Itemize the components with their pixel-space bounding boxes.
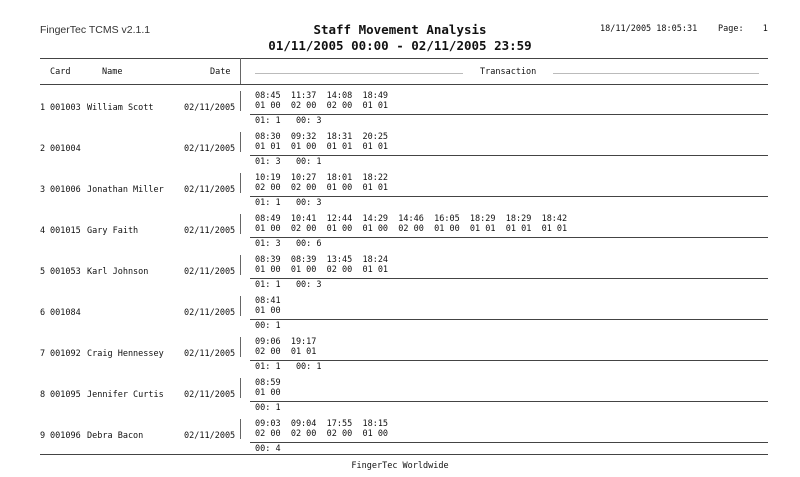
row-summary-rule — [250, 196, 768, 197]
row-times: 08:49 10:41 12:44 14:29 14:46 16:05 18:29 18:29 18:42 — [255, 214, 568, 224]
row-summary-rule — [250, 155, 768, 156]
row-status-codes: 01 00 — [255, 388, 281, 398]
row-times: 08:45 11:37 14:08 18:49 — [255, 91, 389, 101]
row-card: 001006 — [50, 185, 81, 195]
row-column-divider — [240, 337, 241, 357]
row-status-codes: 02 00 02 00 01 00 01 01 — [255, 183, 389, 193]
row-summary-rule — [250, 237, 768, 238]
column-header-card: Card — [50, 67, 71, 77]
row-times: 08:41 — [255, 296, 281, 306]
row-column-divider — [240, 419, 241, 439]
row-summary-rule — [250, 114, 768, 115]
row-summary: 01: 1 00: 3 — [255, 116, 322, 126]
row-date: 02/11/2005 — [184, 226, 236, 236]
row-name: Gary Faith — [87, 226, 139, 236]
report-period: 01/11/2005 00:00 - 02/11/2005 23:59 — [268, 38, 532, 53]
row-date: 02/11/2005 — [184, 431, 236, 441]
row-status-codes: 01 01 01 00 01 01 01 01 — [255, 142, 389, 152]
row-number: 3 — [40, 185, 46, 195]
row-number: 7 — [40, 349, 46, 359]
row-times: 08:59 — [255, 378, 281, 388]
header-top-rule — [40, 58, 768, 59]
row-status-codes: 02 00 02 00 02 00 01 00 — [255, 429, 389, 439]
row-date: 02/11/2005 — [184, 308, 236, 318]
row-column-divider — [240, 296, 241, 316]
row-date: 02/11/2005 — [184, 390, 236, 400]
row-name: Jonathan Miller — [87, 185, 164, 195]
row-number: 5 — [40, 267, 46, 277]
row-summary: 00: 4 — [255, 444, 281, 454]
print-timestamp: 18/11/2005 18:05:31 — [600, 24, 698, 34]
row-column-divider — [240, 378, 241, 398]
row-summary: 01: 1 00: 3 — [255, 280, 322, 290]
header-bottom-rule — [40, 84, 768, 85]
row-summary-rule — [250, 401, 768, 402]
row-summary: 01: 1 00: 3 — [255, 198, 322, 208]
row-times: 09:06 19:17 — [255, 337, 317, 347]
row-column-divider — [240, 255, 241, 275]
row-date: 02/11/2005 — [184, 267, 236, 277]
row-summary: 01: 1 00: 1 — [255, 362, 322, 372]
row-number: 6 — [40, 308, 46, 318]
row-number: 9 — [40, 431, 46, 441]
header-column-divider — [240, 58, 241, 84]
row-card: 001015 — [50, 226, 81, 236]
row-column-divider — [240, 214, 241, 234]
row-summary-rule — [250, 442, 768, 443]
row-column-divider — [240, 91, 241, 111]
row-summary: 01: 3 00: 1 — [255, 157, 322, 167]
row-summary: 01: 3 00: 6 — [255, 239, 322, 249]
row-date: 02/11/2005 — [184, 144, 236, 154]
row-card: 001003 — [50, 103, 81, 113]
row-name: Debra Bacon — [87, 431, 144, 441]
row-times: 10:19 10:27 18:01 18:22 — [255, 173, 389, 183]
row-status-codes: 01 00 01 00 02 00 01 01 — [255, 265, 389, 275]
page-label: Page: — [718, 24, 744, 34]
app-title: FingerTec TCMS v2.1.1 — [40, 24, 151, 36]
row-status-codes: 01 00 — [255, 306, 281, 316]
row-number: 1 — [40, 103, 46, 113]
row-date: 02/11/2005 — [184, 349, 236, 359]
row-date: 02/11/2005 — [184, 103, 236, 113]
row-status-codes: 01 00 02 00 01 00 01 00 02 00 01 00 01 01 01 01 01 01 — [255, 224, 568, 234]
row-date: 02/11/2005 — [184, 185, 236, 195]
page-indicator — [718, 24, 768, 34]
transaction-header-rule-left — [255, 73, 463, 74]
row-times: 08:30 09:32 18:31 20:25 — [255, 132, 389, 142]
row-name: Karl Johnson — [87, 267, 149, 277]
report-footer: FingerTec Worldwide — [351, 461, 449, 471]
row-status-codes: 02 00 01 01 — [255, 347, 317, 357]
row-card: 001084 — [50, 308, 81, 318]
transaction-header-rule-right — [553, 73, 759, 74]
column-header-transaction: Transaction — [480, 67, 537, 77]
column-header-name: Name — [102, 67, 123, 77]
row-card: 001096 — [50, 431, 81, 441]
column-header-date: Date — [210, 67, 231, 77]
row-card: 001092 — [50, 349, 81, 359]
page-number: 1 — [762, 24, 768, 34]
footer-rule — [40, 454, 768, 455]
row-card: 001053 — [50, 267, 81, 277]
row-summary: 00: 1 — [255, 403, 281, 413]
row-name: Jennifer Curtis — [87, 390, 164, 400]
row-column-divider — [240, 132, 241, 152]
row-card: 001095 — [50, 390, 81, 400]
row-summary-rule — [250, 319, 768, 320]
row-times: 09:03 09:04 17:55 18:15 — [255, 419, 389, 429]
row-summary-rule — [250, 360, 768, 361]
row-times: 08:39 08:39 13:45 18:24 — [255, 255, 389, 265]
row-status-codes: 01 00 02 00 02 00 01 01 — [255, 101, 389, 111]
row-summary-rule — [250, 278, 768, 279]
row-number: 2 — [40, 144, 46, 154]
row-card: 001004 — [50, 144, 81, 154]
row-column-divider — [240, 173, 241, 193]
row-name: William Scott — [87, 103, 154, 113]
row-number: 8 — [40, 390, 46, 400]
row-number: 4 — [40, 226, 46, 236]
report-title: Staff Movement Analysis — [313, 22, 487, 37]
row-summary: 00: 1 — [255, 321, 281, 331]
row-name: Craig Hennessey — [87, 349, 164, 359]
